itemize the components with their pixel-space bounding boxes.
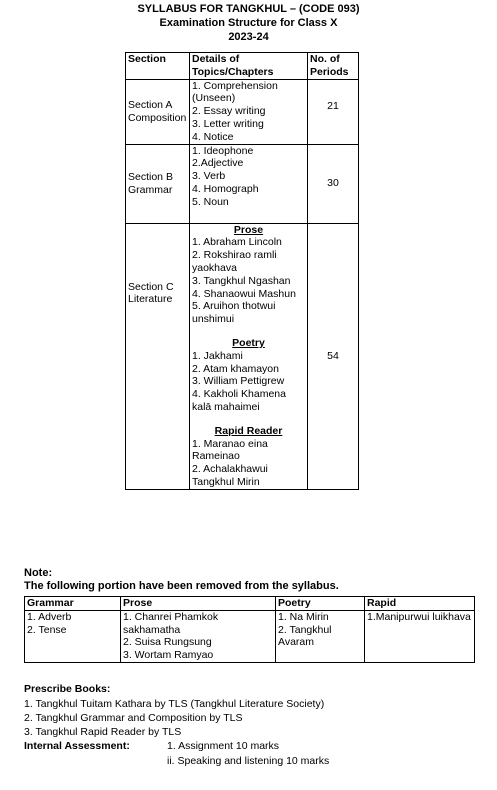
header-rapid: Rapid [365,597,475,611]
list-item: 2. Suisa Rungsung [123,636,212,649]
table-row [126,79,359,144]
removed-prose-cell [121,610,276,662]
list-item: 5. Noun [192,195,229,208]
header-periods: No. of Periods [308,53,359,80]
rapid-reader-heading: Rapid Reader [214,424,283,437]
list-item: 3. William Pettigrew [192,375,285,388]
list-item: 1. Na Mirin [278,610,329,623]
list-item: 1.Manipurwui luikhava [367,610,471,623]
list-item: 3. Wortam Ramyao [123,649,214,662]
table-header-row [126,53,359,80]
list-item: 4. Homograph [192,182,259,195]
list-item: 1. Comprehension (Unseen) [192,79,278,105]
list-item: 2. Atam khamayon [192,362,279,375]
list-item: 1. Abraham Lincoln [192,236,282,249]
internal-assessment-label: Internal Assessment: [24,740,130,752]
list-item: 3. Letter writing [192,117,264,130]
list-item: 1. Ideophone [192,144,254,157]
books-title: Prescribe Books: [24,683,111,695]
examination-structure-table [125,52,359,490]
list-item: 4. Shanaowui Mashun [192,287,296,300]
assessment-item: 1. Assignment 10 marks [167,740,280,752]
list-item: 1. Chanrei Phamkok sakhamatha [123,610,219,636]
list-item: 5. Aruihon thotwui unshimui [192,300,276,326]
list-item: 2. Rokshirao ramli yaokhava [192,249,277,274]
removed-rapid-cell [365,610,475,662]
table-header-row [25,597,475,611]
book-item: 2. Tangkhul Grammar and Composition by TLS [24,712,243,724]
academic-year: 2023-24 [228,31,269,43]
book-item: 3. Tangkhul Rapid Reader by TLS [24,726,182,738]
header-prose: Prose [121,597,276,611]
page-subtitle: Examination Structure for Class X [159,17,338,29]
table-row [126,223,359,489]
header-details: Details of Topics/Chapters [190,53,308,80]
list-item: 2. Tense [27,623,67,636]
removed-portion-table [24,596,475,663]
list-item: 4. Kakholi Khamena kalā mahaimei [192,388,286,413]
list-item: 2.Adjective [192,157,244,170]
list-item: 2. Achalakhawui Tangkhul Mirin [192,463,268,488]
list-item: 3. Tangkhul Ngashan [192,274,291,287]
assessment-item: ii. Speaking and listening 10 marks [167,755,330,767]
book-item: 1. Tangkhul Tuitam Kathara by TLS (Tangkhul Literature Society) [24,698,325,710]
list-item: 1. Maranao eina Rameinao [192,437,268,463]
section-c-name: Section C Literature [126,223,190,489]
section-b-periods: 30 [308,144,359,223]
section-a-topics [190,79,308,144]
page-title: SYLLABUS FOR TANGKHUL – (CODE 093) [137,3,360,15]
section-c-topics [190,223,308,489]
spacer [192,326,305,337]
section-a-name: Section A Composition [126,79,190,144]
header-poetry: Poetry [276,597,365,611]
note-title: Note: [24,567,53,579]
spacer [192,414,305,425]
list-item: 2. Essay writing [192,105,266,118]
table-row [126,144,359,223]
removed-poetry-cell [276,610,365,662]
list-item: 3. Verb [192,170,226,183]
note-text: The following portion have been removed from the syllabus. [24,580,339,592]
prose-heading: Prose [233,223,264,236]
removed-grammar-cell [25,610,121,662]
poetry-heading: Poetry [232,336,265,349]
section-b-topics [190,144,308,223]
list-item: 1. Jakhami [192,349,243,362]
table-row [25,610,475,662]
header-grammar: Grammar [25,597,121,611]
list-item: 1. Adverb [27,610,72,623]
section-b-name: Section B Grammar [126,144,190,223]
section-a-periods: 21 [308,79,359,144]
section-c-periods: 54 [308,223,359,489]
list-item: 2. Tangkhul Avaram [278,623,332,649]
list-item: 4. Notice [192,130,234,143]
header-section: Section [126,53,190,80]
